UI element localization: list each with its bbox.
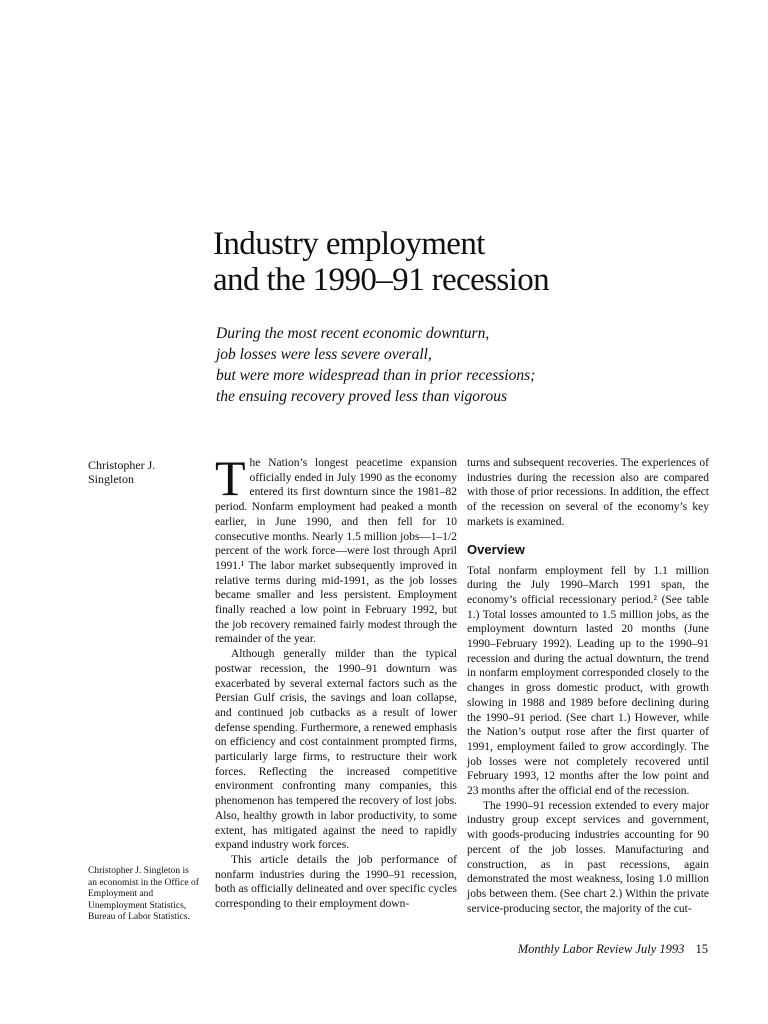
deck-line-3: but were more widespread than in prior recessions; [216,367,536,384]
page-number: 15 [695,942,708,956]
deck-line-4: the ensuing recovery proved less than vigorous [216,388,507,405]
body-paragraph: This article details the job performance of nonfarm industries during the 1990–91 recession, both as officially delineated and over specific cycles corresponding to their employment down- [215,853,457,911]
author-byline [88,458,188,486]
drop-cap: T [215,450,246,506]
body-paragraph: Although generally milder than the typical postwar recession, the 1990–91 downturn was exacerbated by several external factors such as the Persian Gulf crisis, the savings and loan collapse, and continued job cutbacks as a result of lower defense spending. Furthermore, a renewed emphasis on efficiency and cost containment prompted firms, particularly large firms, to restructure their work forces. Reflecting the increased competitive environment confronting many companies, this phenomenon has tempered the recovery of lost jobs. Also, healthy growth in labor productivity, to some extent, has mitigated against the need to rapidly expand industry work forces. [215,648,457,852]
article-deck [216,323,686,407]
article-title [213,226,693,298]
author-name-line-2: Singleton [88,472,135,486]
body-paragraph: The 1990–91 recession extended to every major industry group except services and government, with goods-producing industries accounting for 90 percent of the job losses. Manufacturing and construction, as in past recessions, again demonstrated the most weakness, losing 1.0 million jobs between them. (See chart 2.) Within the private service-producing sector, the majority of the cut- [467,799,709,915]
body-column-1 [215,450,457,912]
deck-line-2: job losses were less severe overall, [216,346,432,363]
body-paragraph: turns and subsequent recoveries. The experiences of industries during the recession also are compared with those of prior recessions. In addition, the effect of the recession on several of the economy’s key markets is examined. [467,457,709,528]
issue-date: July 1993 [635,942,685,956]
page-footer [508,942,708,956]
section-heading-overview: Overview [467,541,525,557]
title-line-1: Industry employment [213,226,485,262]
deck-line-1: During the most recent economic downturn, [216,325,490,342]
body-paragraph: Total nonfarm employment fell by 1.1 million during the July 1990–March 1991 span, the economy’s official recessionary period.² (See table 1.) Total losses amounted to 1.5 million jobs, as the employment downturn lasted 20 months (June 1990–February 1992). Leading up to the 1990–91 recession and during the actual downturn, the trend in nonfarm employment corresponded closely to the changes in gross domestic product, with growth slowing in 1988 and 1989 before declining during the 1990–91 period. (See chart 1.) However, while the Nation’s output rose after the first quarter of 1991, employment failed to grow accordingly. The job losses were not completely recovered until February 1993, 12 months after the low point and 23 months after the official end of the recession. [467,564,709,798]
body-paragraph [215,450,457,647]
title-line-2: and the 1990–91 recession [213,262,549,298]
author-bio: Christopher J. Singleton is an economist in the Office of Employment and Unemployment Statistics, Bureau of Labor Statistics. [88,866,199,922]
paragraph-text: he Nation’s longest peacetime expansion officially ended in July 1990 as the economy entered its first downturn since the 1981–82 period. Nonfarm employment had peaked a month earlier, in June 1990, and then fell for 10 consecutive months. Nearly 1.5 million jobs—1–1/2 percent of the work force—were lost through April 1991.¹ The labor market subsequently improved in relative terms during mid-1991, as the job losses became smaller and less persistent. Employment finally reached a low point in February 1992, but the job recovery remained fairly modest through the remainder of the year. [215,457,457,646]
body-column-2 [467,456,709,916]
journal-name: Monthly Labor Review [517,942,633,956]
author-name-line-1: Christopher J. [88,458,156,472]
